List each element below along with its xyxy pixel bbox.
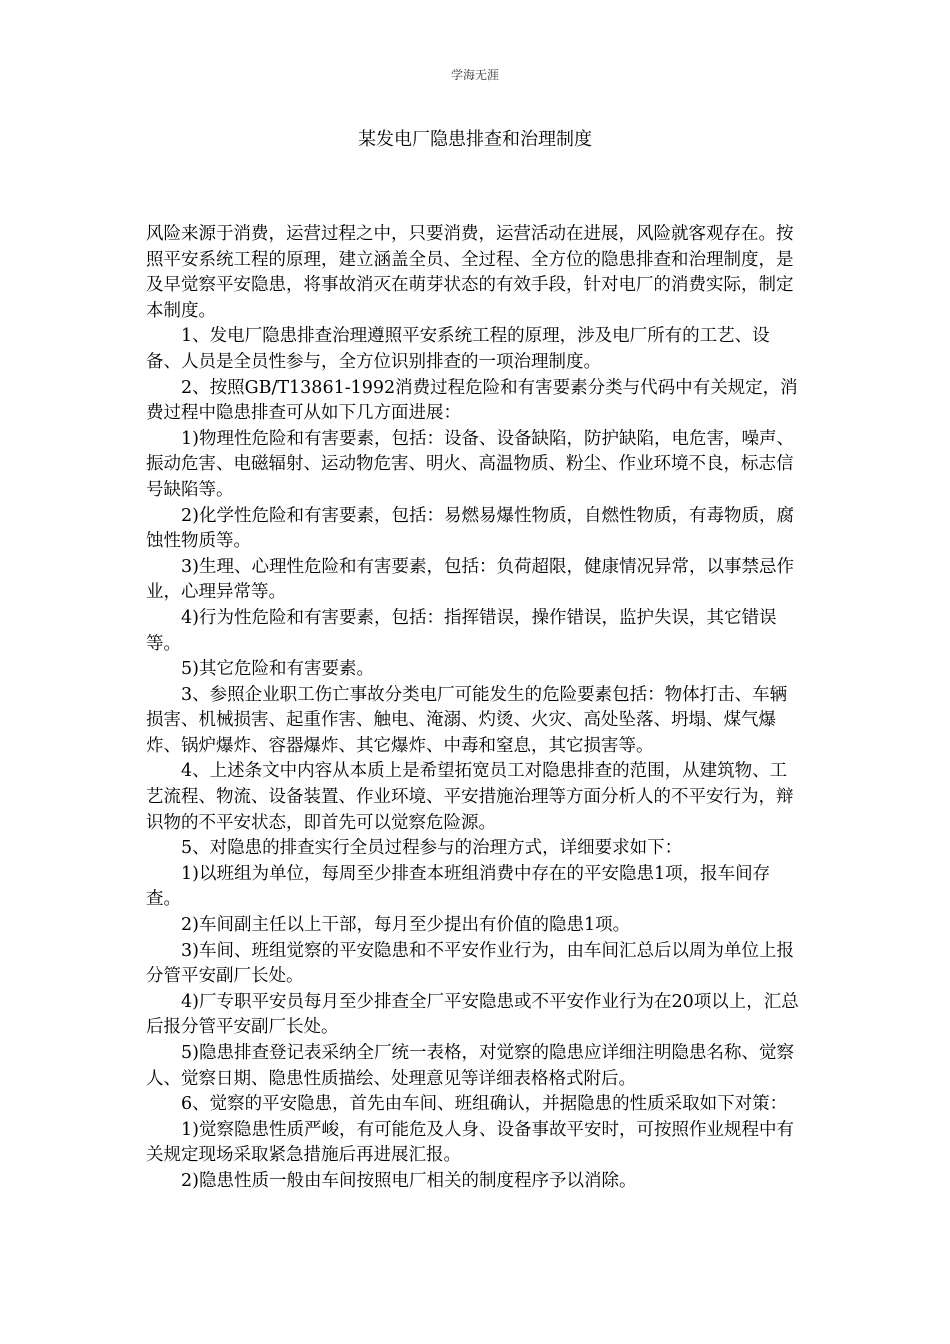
paragraph: 2)化学性危险和有害要素，包括：易燃易爆性物质，自燃性物质，有毒物质，腐蚀性物质等。 (146, 505, 794, 552)
paragraph: 2、按照GB/T13861-1992消费过程危险和有害要素分类与代码中有关规定，消费过程中隐患排查可从如下几方面进展： (146, 377, 798, 424)
paragraph: 3)车间、班组觉察的平安隐患和不平安作业行为，由车间汇总后以周为单位上报分管平安副厂长处。 (146, 940, 794, 987)
paragraph: 2)隐患性质一般由车间按照电厂相关的制度程序予以消除。 (181, 1170, 637, 1191)
paragraph: 3)生理、心理性危险和有害要素，包括：负荷超限，健康情况异常，以事禁忌作业，心理异常等。 (146, 556, 794, 603)
paragraph: 2)车间副主任以上干部，每月至少提出有价值的隐患1项。 (181, 915, 631, 936)
paragraph: 4)行为性危险和有害要素，包括：指挥错误，操作错误，监护失误，其它错误等。 (146, 607, 777, 654)
paragraph: 风险来源于消费，运营过程之中，只要消费，运营活动在进展，风险就客观存在。按照平安系统工程的原理，建立涵盖全员、全过程、全方位的隐患排查和治理制度，是及早觉察平安隐患，将事故消灭在萌芽状态的有效手段，针对电厂的消费实际，制定本制度。 (146, 224, 794, 321)
page-header: 学海无涯 (450, 68, 499, 82)
paragraph: 5)隐患排查登记表采纳全厂统一表格，对觉察的隐患应详细注明隐患名称、觉察人、觉察日期、隐患性质描绘、处理意见等详细表格格式附后。 (146, 1043, 794, 1089)
paragraph: 1)觉察隐患性质严峻，有可能危及人身、设备事故平安时，可按照作业规程中有关规定现场采取紧急措施后再进展汇报。 (146, 1119, 794, 1166)
paragraph: 4)厂专职平安员每月至少排查全厂平安隐患或不平安作业行为在20项以上，汇总后报分管平安副厂长处。 (146, 991, 799, 1038)
paragraph: 4、上述条文中内容从本质上是希望拓宽员工对隐患排查的范围，从建筑物、工艺流程、物流、设备装置、作业环境、平安措施治理等方面分析人的不平安行为，辩识物的不平安状态，即首先可以觉察危险源。 (146, 761, 794, 833)
paragraph: 5、对隐患的排查实行全员过程参与的治理方式，详细要求如下： (181, 838, 683, 859)
paragraph: 1)物理性危险和有害要素，包括：设备、设备缺陷，防护缺陷，电危害，噪声、振动危害、电磁辐射、运动物危害、明火、高温物质、粉尘、作业环境不良，标志信号缺陷等。 (146, 428, 794, 500)
document-title: 某发电厂隐患排查和治理制度 (358, 129, 592, 150)
paragraph: 5)其它危险和有害要素。 (181, 659, 374, 680)
paragraph: 1)以班组为单位，每周至少排查本班组消费中存在的平安隐患1项，报车间存查。 (146, 863, 771, 910)
paragraph: 6、觉察的平安隐患，首先由车间、班组确认，并据隐患的性质采取如下对策： (181, 1094, 788, 1115)
paragraph: 3、参照企业职工伤亡事故分类电厂可能发生的危险要素包括：物体打击、车辆损害、机械损害、起重作害、触电、淹溺、灼烫、火灾、高处坠落、坍塌、煤气爆炸、锅炉爆炸、容器爆炸、其它爆炸、中毒和窒息，其它损害等。 (146, 684, 788, 756)
paragraph: 1、发电厂隐患排查治理遵照平安系统工程的原理，涉及电厂所有的工艺、设备、人员是全员性参与，全方位识别排查的一项治理制度。 (146, 326, 770, 372)
document-body (146, 222, 801, 1195)
